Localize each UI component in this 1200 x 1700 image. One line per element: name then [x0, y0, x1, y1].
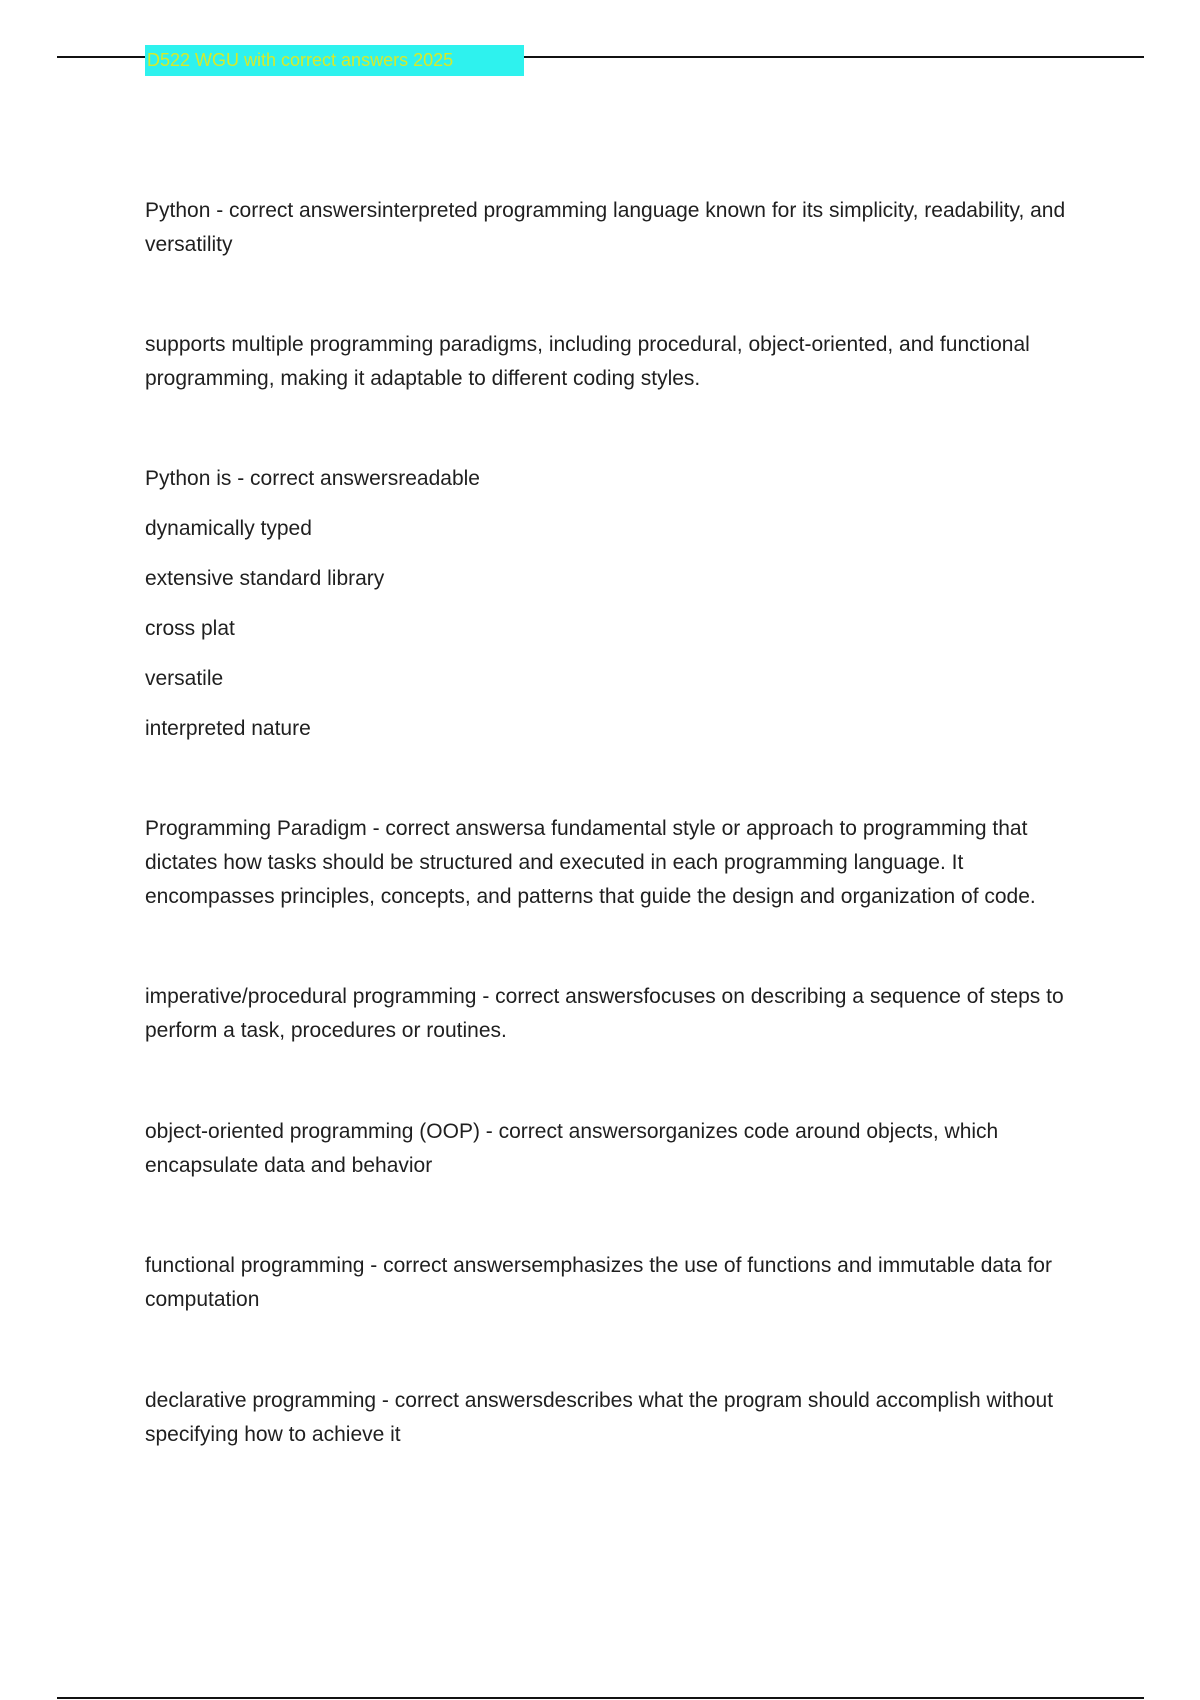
document-header-banner: D522 WGU with correct answers 2025: [145, 45, 524, 76]
list-item: interpreted nature: [145, 717, 311, 740]
footer-rule: [57, 1697, 1144, 1699]
entry-paradigms-support: supports multiple programming paradigms, including procedural, object-oriented, and functional programming, making it adaptable to different coding styles.: [145, 333, 1030, 390]
list-item: cross plat: [145, 617, 235, 640]
entry-functional-programming: functional programming - correct answersemphasizes the use of functions and immutable data for computation: [145, 1254, 1052, 1311]
list-item: dynamically typed: [145, 517, 312, 540]
entry-declarative-programming: declarative programming - correct answersdescribes what the program should accomplish without specifying how to achieve it: [145, 1389, 1054, 1446]
entry-python-definition: Python - correct answersinterpreted programming language known for its simplicity, readability, and versatility: [145, 199, 1066, 256]
entry-object-oriented-programming: object-oriented programming (OOP) - correct answersorganizes code around objects, which encapsulate data and behavior: [145, 1120, 999, 1177]
entry-python-is: Python is - correct answersreadable: [145, 467, 480, 490]
entry-programming-paradigm: Programming Paradigm - correct answersa fundamental style or approach to programming that dictates how tasks should be structured and executed in each programming language. It encompasses principles, concepts, and patterns that guide the design and organization of code.: [145, 817, 1036, 908]
list-item: extensive standard library: [145, 567, 385, 590]
entry-imperative-programming: imperative/procedural programming - correct answersfocuses on describing a sequence of steps to perform a task, procedures or routines.: [145, 985, 1064, 1042]
list-item: versatile: [145, 667, 224, 690]
